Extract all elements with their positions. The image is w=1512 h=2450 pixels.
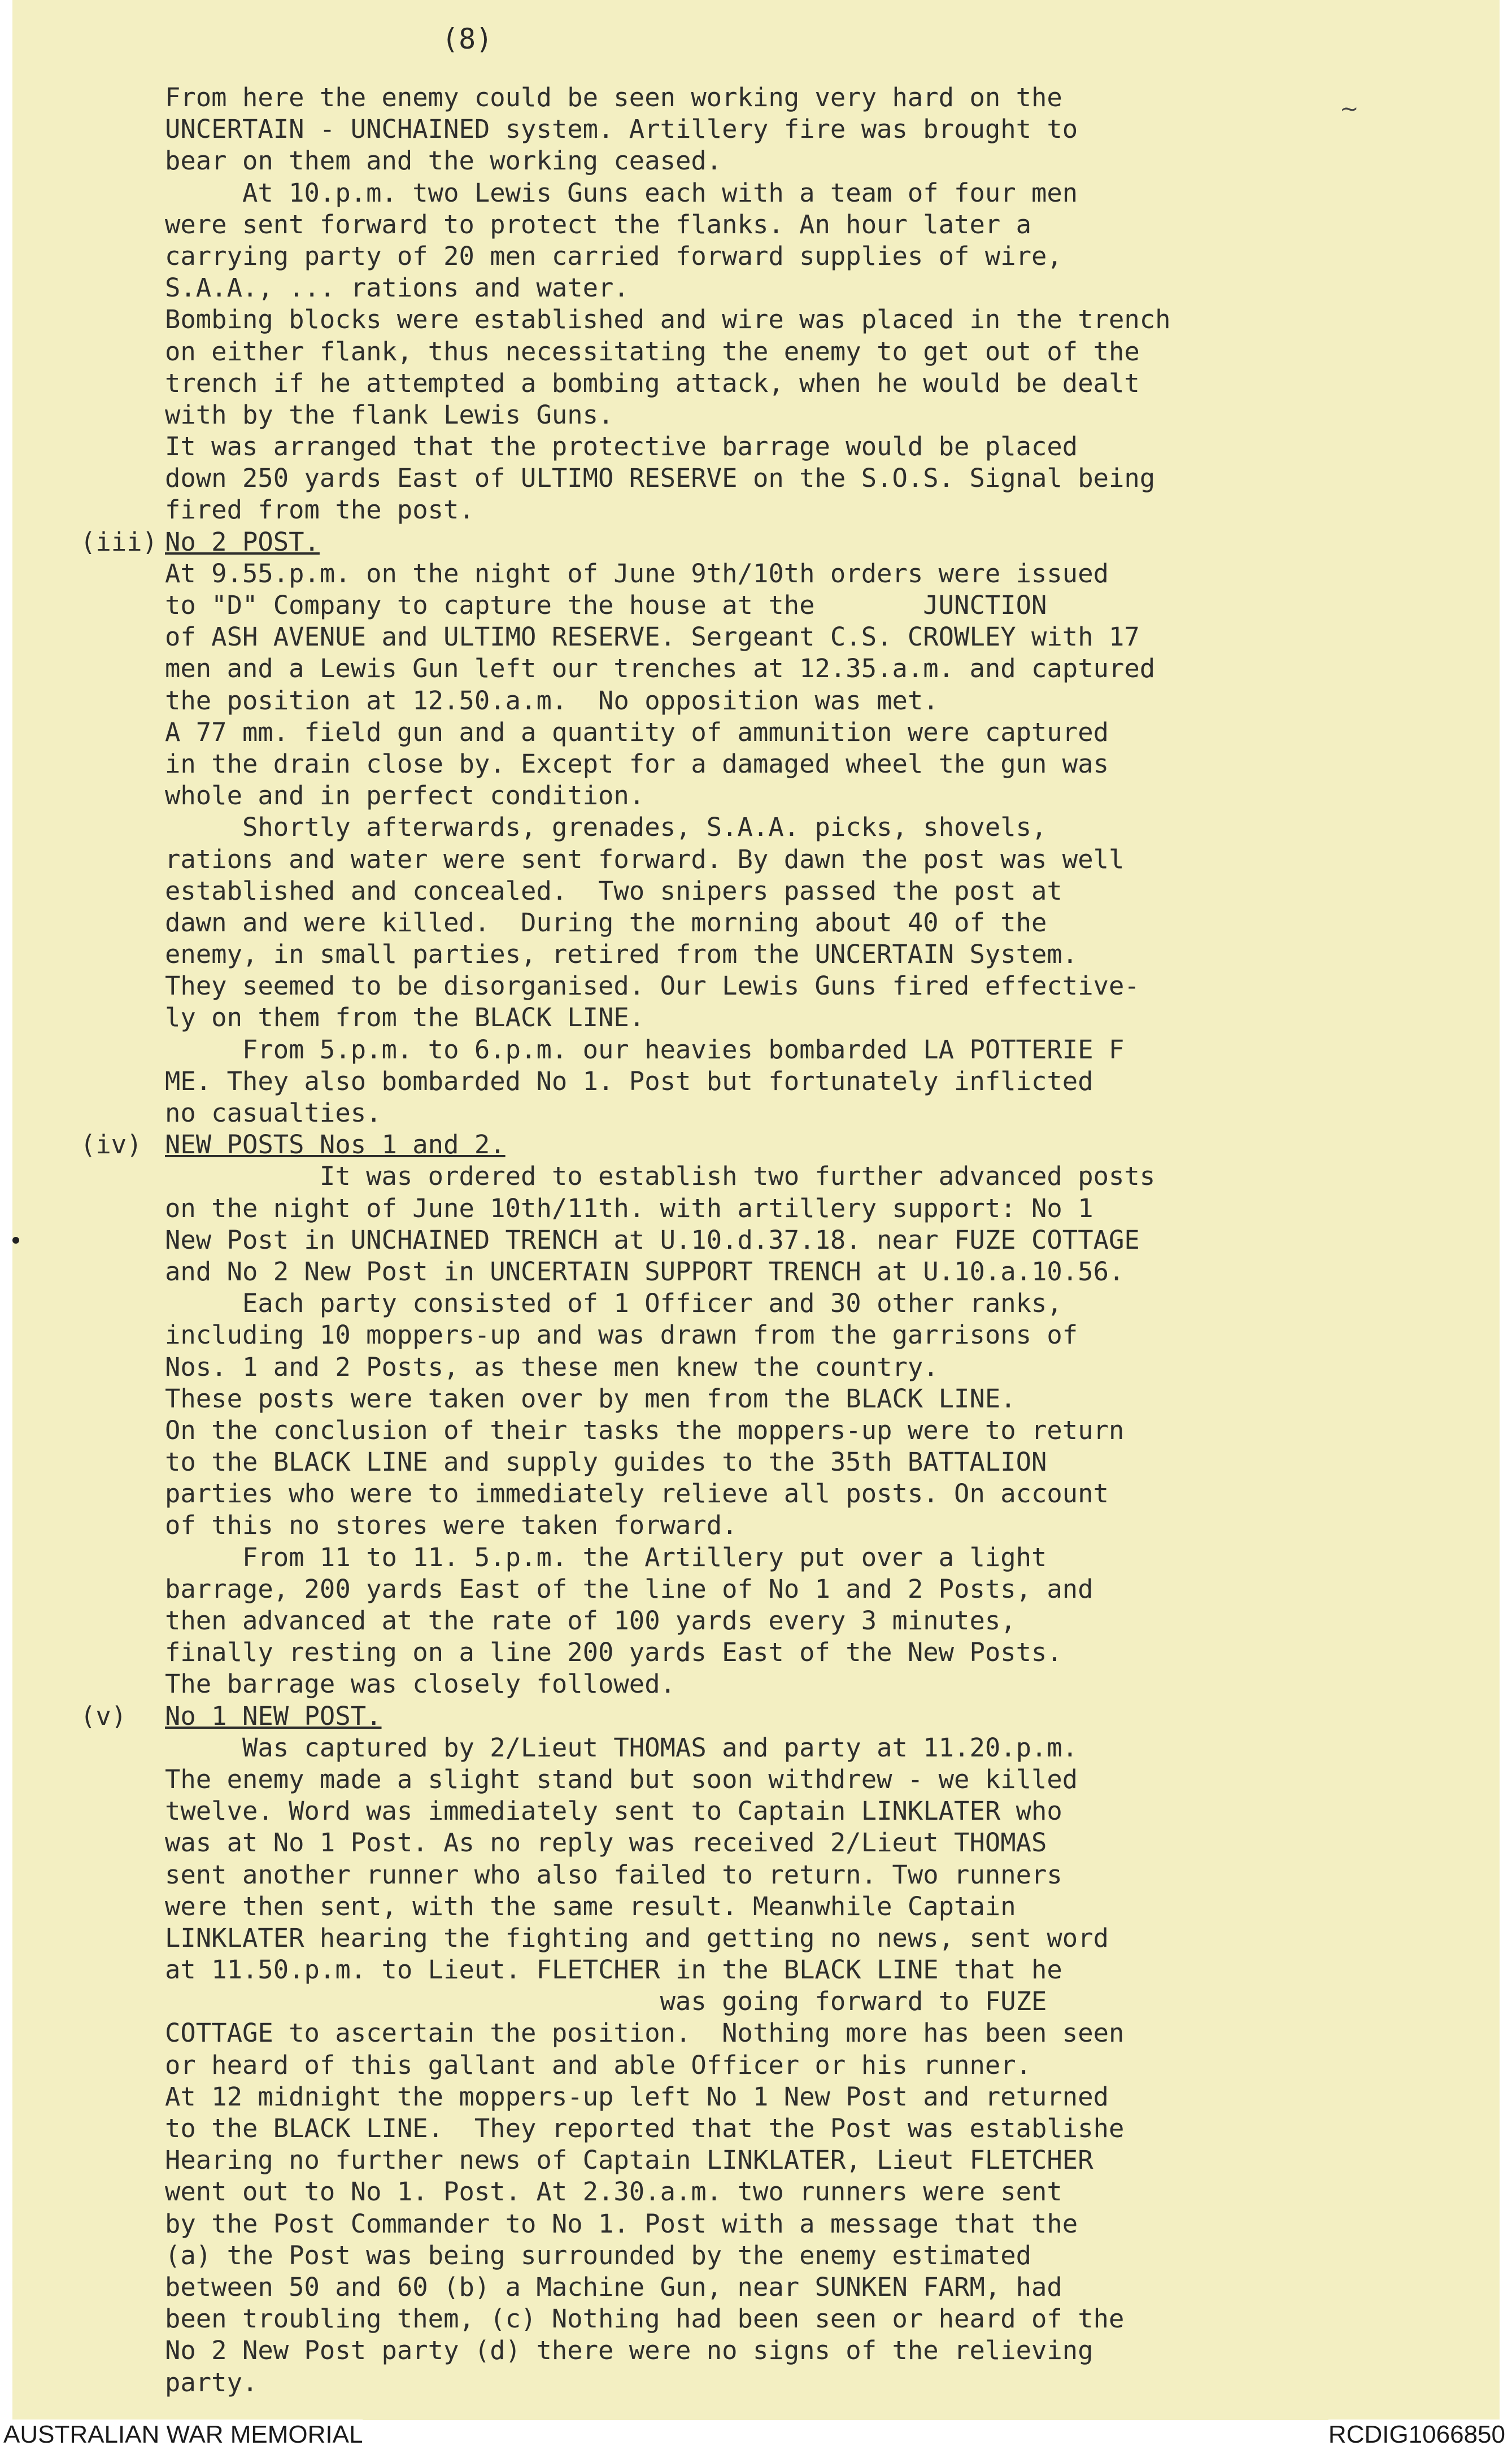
- text-line: to the BLACK LINE. They reported that the Post was establishe: [165, 2113, 1125, 2143]
- typed-report-text: [80, 82, 1475, 2399]
- text-line: These posts were taken over by men from the BLACK LINE.: [165, 1383, 1016, 1414]
- text-line: down 250 yards East of ULTIMO RESERVE on the S.O.S. Signal being: [165, 463, 1156, 494]
- section-marker: (iv): [80, 1130, 142, 1160]
- footer-catalogue-id: RCDIG1066850: [1328, 2420, 1505, 2450]
- text-line: at 11.50.p.m. to Lieut. FLETCHER in the BLACK LINE that he: [165, 1955, 1062, 1985]
- text-line: Each party consisted of 1 Officer and 30 other ranks,: [165, 1288, 1062, 1319]
- text-line: bear on them and the working ceased.: [165, 146, 722, 176]
- text-line: on the night of June 10th/11th. with artillery support: No 1: [165, 1193, 1093, 1223]
- text-line: carrying party of 20 men carried forward supplies of wire,: [165, 241, 1062, 271]
- text-line: whole and in perfect condition.: [165, 781, 645, 811]
- text-line: ly on them from the BLACK LINE.: [165, 1002, 645, 1033]
- text-line: At 10.p.m. two Lewis Guns each with a team of four men: [165, 177, 1078, 208]
- text-line: party.: [165, 2367, 258, 2397]
- text-line: of this no stores were taken forward.: [165, 1510, 738, 1541]
- text-line: twelve. Word was immediately sent to Captain LINKLATER who: [165, 1796, 1062, 1826]
- text-line: It was arranged that the protective barrage would be placed: [165, 431, 1078, 462]
- text-line: on either flank, thus necessitating the enemy to get out of the: [165, 336, 1140, 367]
- section-heading: NEW POSTS Nos 1 and 2.: [165, 1130, 506, 1160]
- text-line: to the BLACK LINE and supply guides to the 35th BATTALION: [165, 1447, 1047, 1477]
- footer-institution: AUSTRALIAN WAR MEMORIAL: [3, 2420, 363, 2450]
- section-heading-line: [80, 526, 1475, 558]
- text-line: Hearing no further news of Captain LINKLATER, Lieut FLETCHER: [165, 2145, 1093, 2176]
- text-line: At 12 midnight the moppers-up left No 1 New Post and returned: [165, 2081, 1109, 2112]
- section-marker: (iii): [80, 526, 158, 557]
- text-line: men and a Lewis Gun left our trenches at 12.35.a.m. and captured: [165, 653, 1156, 684]
- document-page: [12, 0, 1500, 2420]
- text-line: the position at 12.50.a.m. No opposition was met.: [165, 685, 939, 716]
- text-line: were sent forward to protect the flanks. An hour later a: [165, 209, 1032, 239]
- text-line: to "D" Company to capture the house at the JUNCTION: [165, 590, 1047, 620]
- page-number: (8): [442, 23, 493, 55]
- text-line: At 9.55.p.m. on the night of June 9th/10th orders were issued: [165, 558, 1109, 588]
- text-line: dawn and were killed. During the morning about 40 of the: [165, 907, 1047, 938]
- text-line: between 50 and 60 (b) a Machine Gun, near SUNKEN FARM, had: [165, 2272, 1062, 2302]
- text-line: was going forward to FUZE: [165, 1986, 1047, 2017]
- text-line: UNCERTAIN - UNCHAINED system. Artillery fire was brought to: [165, 114, 1078, 145]
- text-line: LINKLATER hearing the fighting and getting no news, sent word: [165, 1922, 1109, 1953]
- text-line: sent another runner who also failed to return. Two runners: [165, 1859, 1062, 1890]
- text-line: Bombing blocks were established and wire was placed in the trench: [165, 304, 1171, 335]
- text-line: and No 2 New Post in UNCERTAIN SUPPORT TRENCH at U.10.a.10.56.: [165, 1256, 1125, 1287]
- text-line: Was captured by 2/Lieut THOMAS and party at 11.20.p.m.: [165, 1732, 1078, 1763]
- text-line: From 11 to 11. 5.p.m. the Artillery put over a light: [165, 1542, 1047, 1572]
- text-line: No 2 New Post party (d) there were no signs of the relieving: [165, 2335, 1093, 2366]
- section-heading-line: [80, 1129, 1475, 1161]
- text-line: no casualties.: [165, 1098, 382, 1128]
- text-line: The enemy made a slight stand but soon withdrew - we killed: [165, 1764, 1078, 1794]
- text-line: barrage, 200 yards East of the line of No 1 and 2 Posts, and: [165, 1573, 1093, 1604]
- section-heading: No 1 NEW POST.: [165, 1701, 382, 1731]
- text-line: Shortly afterwards, grenades, S.A.A. picks, shovels,: [165, 812, 1047, 843]
- text-line: went out to No 1. Post. At 2.30.a.m. two runners were sent: [165, 2177, 1062, 2207]
- text-line: A 77 mm. field gun and a quantity of ammunition were captured: [165, 717, 1109, 747]
- text-line: in the drain close by. Except for a damaged wheel the gun was: [165, 748, 1109, 779]
- text-line: been troubling them, (c) Nothing had been seen or heard of the: [165, 2304, 1125, 2334]
- text-line: enemy, in small parties, retired from the UNCERTAIN System.: [165, 939, 1078, 970]
- text-line: fired from the post.: [165, 495, 474, 525]
- text-line: Nos. 1 and 2 Posts, as these men knew the country.: [165, 1352, 939, 1382]
- text-line: including 10 moppers-up and was drawn from the garrisons of: [165, 1320, 1078, 1350]
- text-line: then advanced at the rate of 100 yards every 3 minutes,: [165, 1606, 1016, 1636]
- text-line: The barrage was closely followed.: [165, 1669, 676, 1699]
- section-heading: No 2 POST.: [165, 526, 320, 557]
- margin-dot: [12, 1237, 19, 1244]
- text-line: or heard of this gallant and able Officer or his runner.: [165, 2050, 1032, 2080]
- text-line: (a) the Post was being surrounded by the enemy estimated: [165, 2240, 1032, 2270]
- text-line: It was ordered to establish two further advanced posts: [165, 1161, 1156, 1192]
- text-line: On the conclusion of their tasks the moppers-up were to return: [165, 1415, 1125, 1445]
- text-line: with by the flank Lewis Guns.: [165, 399, 614, 430]
- text-line: They seemed to be disorganised. Our Lewis Guns fired effective-: [165, 971, 1140, 1001]
- text-line: was at No 1 Post. As no reply was received 2/Lieut THOMAS: [165, 1828, 1047, 1858]
- section-heading-line: [80, 1701, 1475, 1732]
- section-marker: (v): [80, 1701, 127, 1731]
- text-line: established and concealed. Two snipers passed the post at: [165, 875, 1062, 906]
- text-line: COTTAGE to ascertain the position. Nothing more has been seen: [165, 2018, 1125, 2048]
- text-line: were then sent, with the same result. Meanwhile Captain: [165, 1891, 1016, 1921]
- text-line: rations and water were sent forward. By dawn the post was well: [165, 844, 1125, 874]
- text-line: of ASH AVENUE and ULTIMO RESERVE. Sergeant C.S. CROWLEY with 17: [165, 622, 1140, 652]
- text-line: New Post in UNCHAINED TRENCH at U.10.d.37.18. near FUZE COTTAGE: [165, 1224, 1140, 1255]
- text-line: trench if he attempted a bombing attack, when he would be dealt: [165, 368, 1140, 398]
- margin-mark: ~: [1340, 96, 1359, 122]
- text-line: finally resting on a line 200 yards East of the New Posts.: [165, 1637, 1062, 1668]
- text-line: by the Post Commander to No 1. Post with a message that the: [165, 2208, 1078, 2239]
- text-line: From 5.p.m. to 6.p.m. our heavies bombarded LA POTTERIE F: [165, 1034, 1125, 1065]
- text-line: From here the enemy could be seen working very hard on the: [165, 82, 1062, 112]
- text-line: ME. They also bombarded No 1. Post but fortunately inflicted: [165, 1066, 1093, 1096]
- text-line: S.A.A., ... rations and water.: [165, 273, 629, 303]
- text-line: parties who were to immediately relieve all posts. On account: [165, 1479, 1109, 1509]
